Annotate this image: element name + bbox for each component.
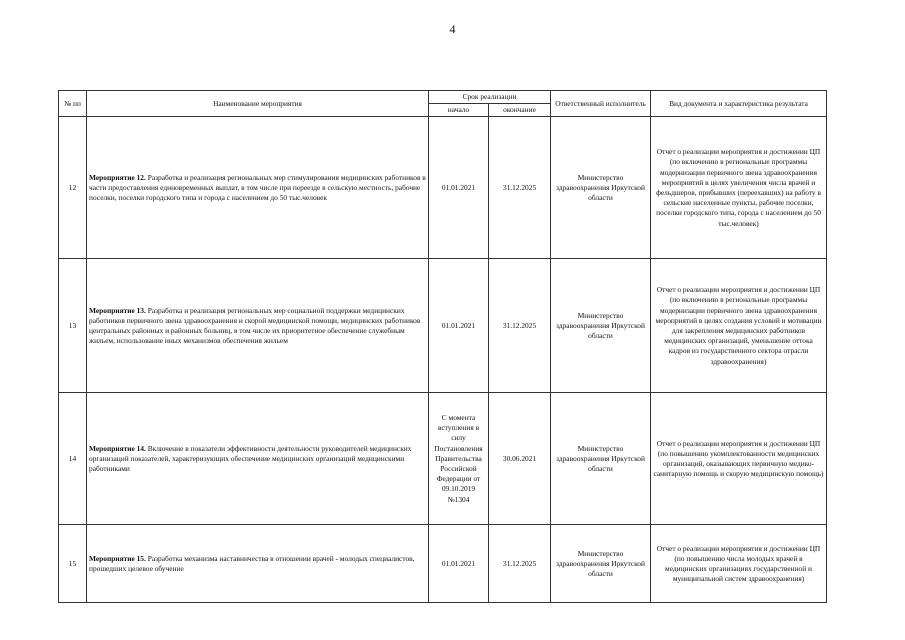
measure-title: Мероприятие 12.	[89, 172, 146, 182]
measure-description	[87, 259, 429, 393]
end-date: 31.12.2025	[489, 525, 551, 603]
responsible-executor: Министерство здравоохранения Иркутской области	[551, 117, 651, 259]
header-end: окончание	[489, 104, 551, 117]
measure-title: Мероприятие 14.	[89, 443, 146, 453]
start-date: 01.01.2021	[429, 525, 489, 603]
responsible-executor: Министерство здравоохранения Иркутской области	[551, 525, 651, 603]
row-number: 15	[59, 525, 87, 603]
measure-text: Включение в показатели эффективности деятельности руководителей медицинских организаций показателей, характеризующих обеспечение медицинских организаций медицинскими работниками	[89, 443, 412, 474]
document-result: Отчет о реализации мероприятия и достижении ЦП (по включению в региональные программы модернизации первичного звена здравоохранения мероприятий в целях увеличения числа врачей и фельдшеров, прибывших (переехавших) на работу в сельские населенные пункты, рабочие поселки, поселки городского типа, города с населением до 50 тыс.человек)	[651, 117, 827, 259]
document-result: Отчет о реализации мероприятия и достижении ЦП (по повышению укомплектованности медицинских организаций, оказывающих первичную медико-санитарную помощь и скорую медицинскую помощь)	[651, 393, 827, 525]
responsible-executor: Министерство здравоохранения Иркутской области	[551, 393, 651, 525]
start-date: 01.01.2021	[429, 259, 489, 393]
measures-table	[58, 90, 827, 603]
header-row	[59, 91, 827, 104]
header-responsible: Ответственный исполнитель	[551, 91, 651, 117]
document-result: Отчет о реализации мероприятия и достижении ЦП (по включению в региональные программы модернизации первичного звена здравоохранения мероприятий в целях создания условий и мотивации для закрепления медицинских работников медицинских организаций, уменьшение оттока кадров из государственного сектора отрасли здравоохранения)	[651, 259, 827, 393]
measure-text: Разработка механизма наставничества в отношении врачей - молодых специалистов, прошедших целевое обучение	[89, 553, 415, 573]
header-start: начало	[429, 104, 489, 117]
measure-description	[87, 393, 429, 525]
measure-description	[87, 525, 429, 603]
measure-text: Разработка и реализация региональных мер стимулирования медицинских работников в части предоставления единовременных выплат, в том числе при переезде в сельскую местность, рабочие поселки, поселки городского типа и города с населением до 50 тыс.человек	[89, 172, 426, 203]
table-row	[59, 525, 827, 603]
measure-title: Мероприятие 13.	[89, 305, 146, 315]
measure-text: Разработка и реализация региональных мер социальной поддержки медицинских работников первичного звена здравоохранения и скорой медицинской помощи, медицинских работников центральных районных и районных больниц, в том числе их приоритетное обеспечение служебным жильем, использование иных механизмов обеспечения жильем	[89, 305, 421, 346]
end-date: 31.12.2025	[489, 259, 551, 393]
table-row	[59, 117, 827, 259]
responsible-executor: Министерство здравоохранения Иркутской области	[551, 259, 651, 393]
table-row	[59, 259, 827, 393]
header-num: № пп	[59, 91, 87, 117]
start-date: 01.01.2021	[429, 117, 489, 259]
measure-description	[87, 117, 429, 259]
end-date: 30.06.2021	[489, 393, 551, 525]
row-number: 13	[59, 259, 87, 393]
end-date: 31.12.2025	[489, 117, 551, 259]
measure-title: Мероприятие 15.	[89, 553, 146, 563]
header-document: Вид документа и характеристика результата	[651, 91, 827, 117]
table-row	[59, 393, 827, 525]
header-name: Наименование мероприятия	[87, 91, 429, 117]
start-date: С момента вступления в силу Постановления Правительства Российской Федерации от 09.10.2019 №1304	[429, 393, 489, 525]
row-number: 12	[59, 117, 87, 259]
page-number: 4	[449, 22, 456, 36]
header-term: Срок реализации	[429, 91, 551, 104]
document-result: Отчет о реализации мероприятия и достижении ЦП (по повышению числа молодых врачей в медицинских организациях государственной и муниципальной систем здравоохранения)	[651, 525, 827, 603]
row-number: 14	[59, 393, 87, 525]
